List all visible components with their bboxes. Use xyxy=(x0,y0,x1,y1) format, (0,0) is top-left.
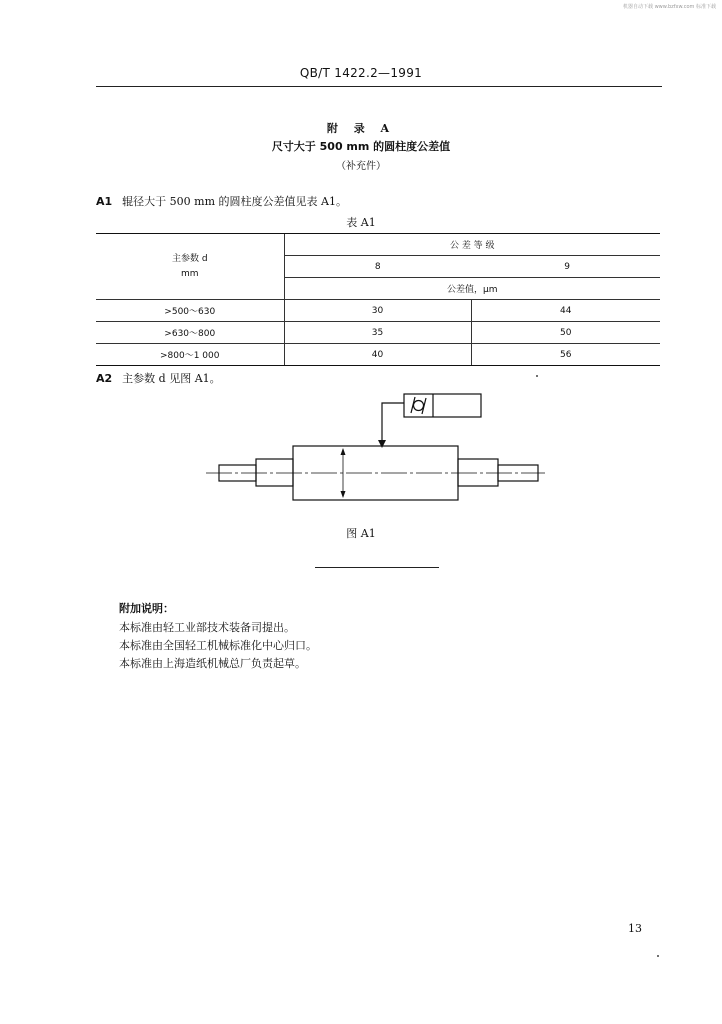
note-line: 本标准由全国轻工机械标准化中心归口。 xyxy=(119,639,317,652)
row-value-g9: 56 xyxy=(471,344,660,366)
figure-caption: 图 A1 xyxy=(346,527,376,540)
main-param-label: 主参数 d xyxy=(171,253,208,264)
standard-number: QB/T 1422.2—1991 xyxy=(299,66,423,80)
row-range: >630～800 xyxy=(96,322,284,344)
cylindricity-icon xyxy=(411,397,426,414)
header-divider xyxy=(96,86,662,87)
main-param-header xyxy=(96,234,284,300)
scan-speck xyxy=(536,375,538,377)
page-number: 13 xyxy=(628,922,642,935)
grade-9-header: 9 xyxy=(471,256,660,278)
left-shoulder xyxy=(256,459,293,486)
notes-title: 附加说明： xyxy=(119,602,174,615)
leader-line xyxy=(382,403,404,440)
row-value-g8: 35 xyxy=(284,322,471,344)
row-value-g9: 44 xyxy=(471,300,660,322)
row-range: >800～1 000 xyxy=(96,344,284,366)
clause-text: 主参数 d 见图 A1。 xyxy=(122,372,221,385)
clause-number: A2 xyxy=(96,372,113,385)
roller-figure xyxy=(200,388,550,513)
leader-arrow xyxy=(378,440,386,448)
value-header: 公差值，μm xyxy=(284,278,660,300)
tolerance-frame xyxy=(404,394,481,417)
watermark: 机器自动下载 www.bzfxw.com 标准下载 xyxy=(623,4,716,10)
clause-a1 xyxy=(96,193,347,209)
row-range: >500～630 xyxy=(96,300,284,322)
scan-speck xyxy=(657,955,659,957)
row-value-g9: 50 xyxy=(471,322,660,344)
note-line: 本标准由上海造纸机械总厂负责起草。 xyxy=(119,657,306,670)
row-value-g8: 40 xyxy=(284,344,471,366)
right-shoulder xyxy=(458,459,498,486)
clause-a2 xyxy=(96,370,221,386)
clause-text: 辊径大于 500 mm 的圆柱度公差值见表 A1。 xyxy=(122,195,347,208)
end-rule xyxy=(315,567,439,568)
appendix-title: 尺寸大于 500 mm 的圆柱度公差值 xyxy=(271,140,451,153)
row-value-g8: 30 xyxy=(284,300,471,322)
grade-header: 公 差 等 级 xyxy=(284,234,660,256)
table-caption: 表 A1 xyxy=(346,216,376,229)
clause-number: A1 xyxy=(96,195,113,208)
dimension-arrow-bottom xyxy=(341,491,346,498)
tolerance-table xyxy=(96,233,660,366)
appendix-label: 附 录 A xyxy=(326,122,396,135)
appendix-note: （补充件） xyxy=(336,161,386,172)
main-param-unit: mm xyxy=(180,268,199,279)
note-line: 本标准由轻工业部技术装备司提出。 xyxy=(119,621,295,634)
grade-8-header: 8 xyxy=(284,256,471,278)
dimension-arrow-top xyxy=(341,448,346,455)
